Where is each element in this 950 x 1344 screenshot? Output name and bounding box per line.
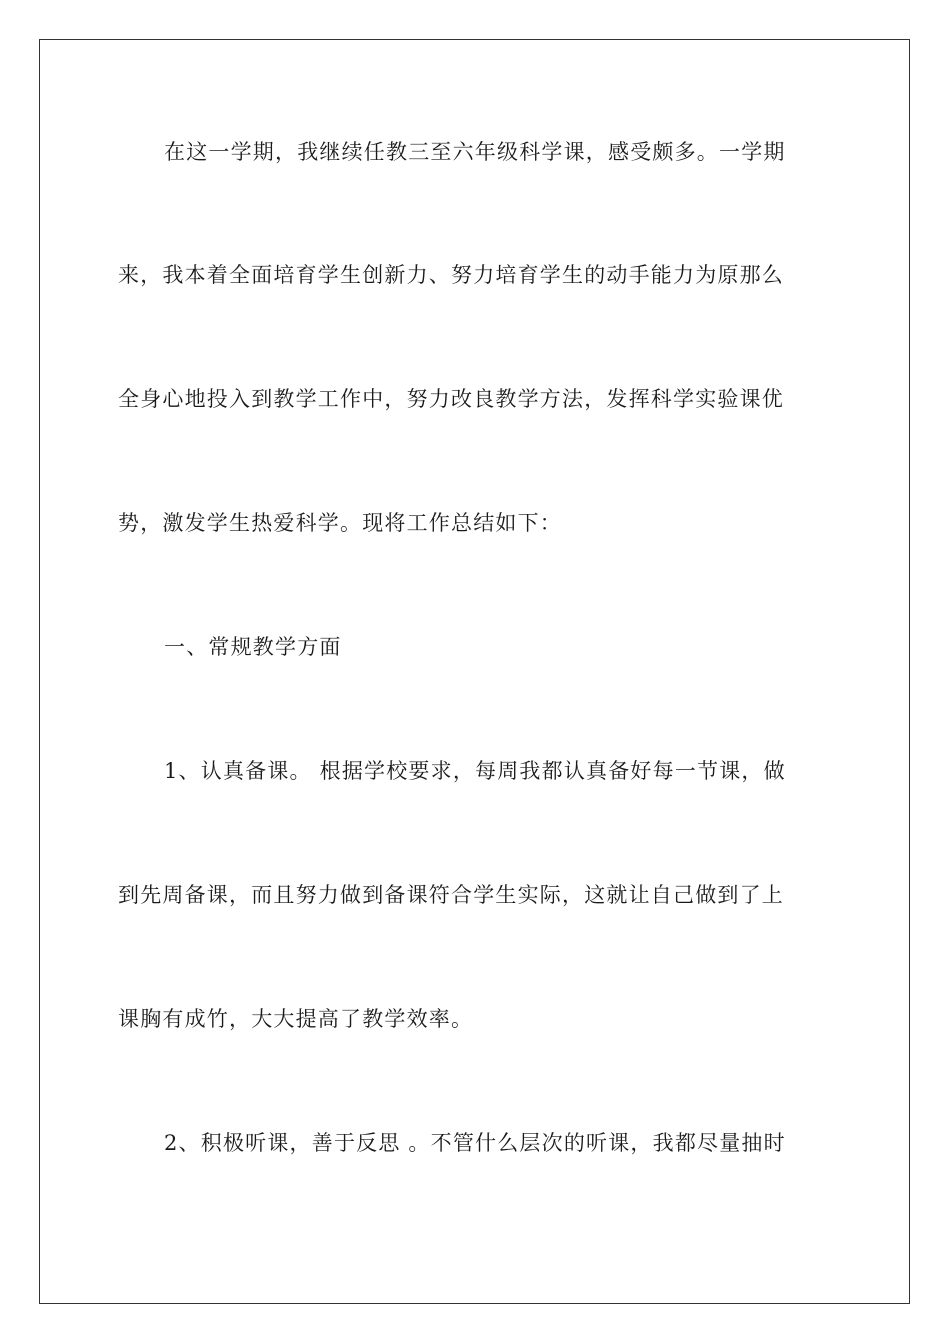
page-frame [39, 39, 910, 1304]
text-line: 1、认真备课。 根据学校要求，每周我都认真备好每一节课，做 [164, 759, 786, 783]
text-line: 到先周备课，而且努力做到备课符合学生实际，这就让自己做到了上 [118, 883, 784, 907]
text-line: 来，我本着全面培育学生创新力、努力培育学生的动手能力为原那么 [118, 263, 784, 287]
text-line: 2、积极听课，善于反思 。不管什么层次的听课，我都尽量抽时 [164, 1131, 786, 1155]
section-heading: 一、常规教学方面 [164, 635, 342, 659]
text-line: 在这一学期，我继续任教三至六年级科学课，感受颇多。一学期 [164, 140, 786, 164]
text-line: 课胸有成竹，大大提高了教学效率。 [118, 1007, 474, 1031]
text-line: 势，激发学生热爱科学。现将工作总结如下： [118, 511, 562, 535]
text-line: 全身心地投入到教学工作中，努力改良教学方法，发挥科学实验课优 [118, 387, 784, 411]
